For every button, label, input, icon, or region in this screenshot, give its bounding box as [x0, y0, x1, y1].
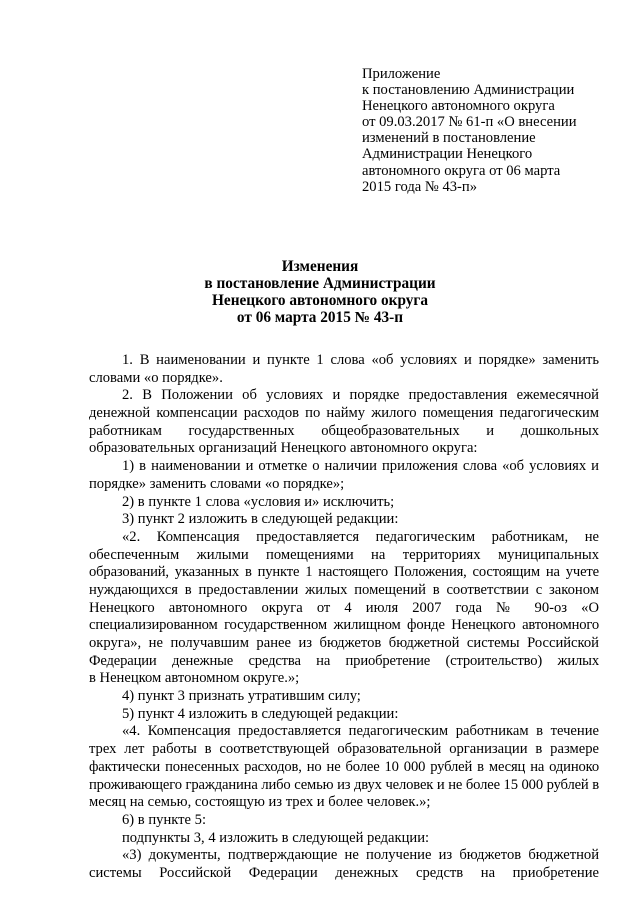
appendix-line: от 09.03.2017 № 61-п «О внесении [362, 114, 577, 131]
body-line: системы Российской Федерации денежных средств на приобретение [89, 864, 599, 881]
document-body [89, 352, 599, 883]
body-line: 2) в пункте 1 слова «условия и» исключить; [122, 493, 395, 510]
body-line: округа», не получавшим ранее из бюджетов бюджетной системы Российской [89, 635, 599, 651]
body-line: 1) в наименовании и отметке о наличии приложения слова «об условиях и [122, 458, 599, 475]
body-line: 3) пункт 2 изложить в следующей редакции: [122, 511, 399, 528]
title-line: от 06 марта 2015 № 43-п [236, 309, 404, 326]
body-line: 1. В наименовании и пункте 1 слова «об условиях и порядке» заменить [122, 352, 599, 368]
appendix-line: Ненецкого автономного округа [362, 98, 555, 115]
body-line: 6) в пункте 5: [122, 811, 207, 828]
body-line: трех лет работы в соответствующей образовательной организации в размере [89, 741, 599, 758]
document-title [0, 258, 640, 326]
appendix-line: автономного округа от 06 марта [362, 162, 561, 179]
title-line: в постановление Администрации [204, 275, 436, 292]
title-line: Изменения [281, 258, 359, 275]
body-line: образовательных организаций Ненецкого автономного округа: [89, 440, 478, 457]
body-line: Ненецкого автономного округа от 4 июля 2007 года № 90-оз «О [89, 599, 599, 616]
body-line: 5) пункт 4 изложить в следующей редакции: [122, 705, 399, 722]
body-line: 2. В Положении об условиях и порядке предоставления ежемесячной [122, 387, 599, 404]
appendix-line: Приложение [362, 66, 441, 82]
body-line: образований, указанных в пункте 1 настоящего Положения, состоящим на учете [89, 564, 599, 581]
appendix-line: к постановлению Администрации [362, 82, 575, 99]
body-line: проживающего гражданина либо семью из двух человек и не более 15 000 рублей в [89, 776, 599, 793]
body-line: «3) документы, подтверждающие не получение из бюджетов бюджетной [122, 847, 599, 864]
appendix-line: 2015 года № 43-п» [362, 178, 478, 195]
body-line: «2. Компенсация предоставляется педагогическим работникам, не [122, 528, 599, 545]
body-line: специализированном государственном жилищном фонде Ненецкого автономного [89, 617, 599, 634]
body-line: 4) пункт 3 признать утратившим силу; [122, 688, 361, 705]
body-line: фактически понесенных расходов, но не более 10 000 рублей в месяц на одиноко [89, 758, 599, 775]
appendix-line: изменений в постановление [362, 130, 536, 147]
appendix-line: Администрации Ненецкого [362, 146, 533, 163]
body-line: порядке» заменить словами «о порядке»; [89, 475, 345, 492]
body-line: нуждающихся в предоставлении жилых помещений в соответствии с законом [89, 581, 599, 598]
body-line: Федерации денежные средства на приобретение (строительство) жилых [89, 652, 599, 669]
appendix-block [362, 66, 614, 195]
body-line: в Ненецком автономном округе.»; [89, 670, 300, 687]
body-line: словами «о порядке». [89, 369, 223, 386]
body-line: «4. Компенсация предоставляется педагогическим работникам в течение [122, 723, 599, 740]
body-line: денежной компенсации расходов по найму жилого помещения педагогическим [89, 405, 599, 422]
body-line: месяц на семью, состоящую из трех и более человек.»; [89, 794, 431, 811]
body-line: работникам государственных общеобразовательных и дошкольных [89, 422, 599, 439]
body-line: подпункты 3, 4 изложить в следующей редакции: [122, 829, 430, 846]
title-line: Ненецкого автономного округа [212, 292, 428, 309]
body-line: обеспеченным жилыми помещениями на территориях муниципальных [89, 546, 599, 563]
